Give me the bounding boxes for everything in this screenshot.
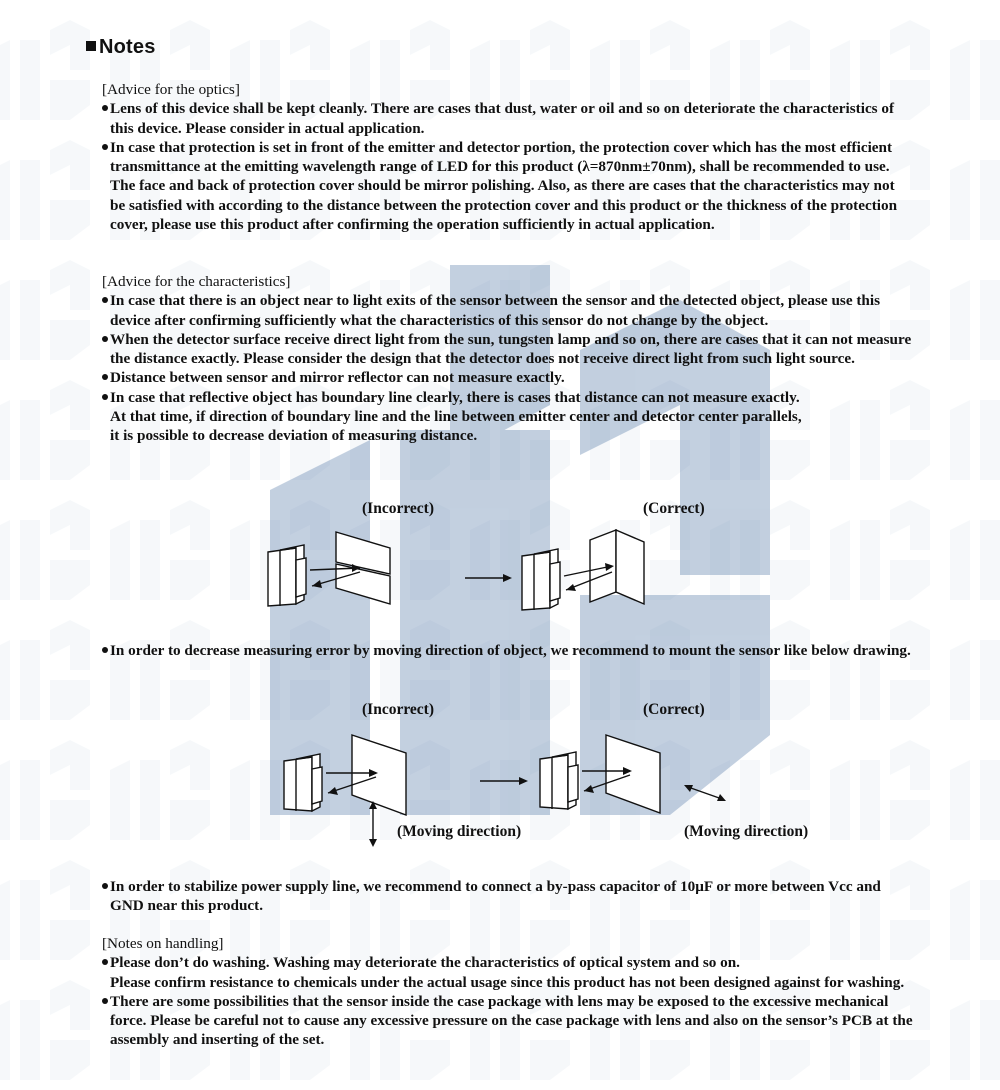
figure2-moving-direction-left: (Moving direction) [397, 823, 522, 840]
bullet-dot-icon [102, 297, 108, 303]
watermark-tile [940, 10, 1000, 130]
figure2-incorrect-sensor [284, 754, 322, 811]
page-title: Notes [86, 36, 156, 59]
bullet-dot-icon [102, 374, 108, 380]
watermark-tile [940, 610, 1000, 730]
optics-section [102, 80, 912, 234]
characteristics-bullet-4: In case that reflective object has boundary line clearly, there is cases that distance can not measure exactly. [102, 388, 912, 407]
characteristics-title: [Advice for the characteristics] [102, 273, 291, 290]
figure2-correct-label: (Correct) [643, 701, 705, 718]
watermark-tile [0, 370, 100, 490]
watermark-tile [0, 730, 100, 850]
watermark-tile [220, 610, 340, 730]
figure1-transition-arrow [465, 574, 512, 582]
watermark-tile [820, 610, 940, 730]
watermark-tile [0, 250, 100, 370]
watermark-tile [460, 610, 580, 730]
figure1-diagram [260, 520, 660, 620]
bullet-dot-icon [102, 998, 108, 1004]
moving-note [102, 641, 912, 660]
figure1-correct-sensor [522, 549, 560, 610]
bullet-dot-icon [102, 883, 108, 889]
characteristics-bullet-1: In case that there is an object near to light exits of the sensor between the sensor and the detected object, please use this device after confirming sufficiently what the characteristics of this sensor do not change by the object. [102, 291, 912, 330]
optics-title: [Advice for the optics] [102, 81, 240, 98]
bullet-dot-icon [102, 959, 108, 965]
figure1-incorrect-sensor [268, 545, 306, 606]
optics-bullet-2: In case that protection is set in front of the emitter and detector portion, the protection cover which has the most efficient transmittance at the emitting wavelength range of LED for this product (λ=870nm±70nm), shall be recommended to use. The face and back of protection cover should be mirror polishing. Also, as there are cases that the characteristics may not be satisfied with according to the distance between the protection cover and this product or the thickness of the protection cover, please use this product after confirming the operation sufficiently in actual application. [102, 138, 912, 234]
watermark-tile [940, 970, 1000, 1090]
watermark-tile [940, 850, 1000, 970]
watermark-tile [0, 850, 100, 970]
watermark-tile [0, 970, 100, 1090]
bullet-dot-icon [102, 144, 108, 150]
handling-bullet-1: Please don’t do washing. Washing may deteriorate the characteristics of optical system and so on. [102, 953, 914, 972]
watermark-tile [0, 10, 100, 130]
watermark-tile [100, 730, 220, 850]
figure1-correct-label: (Correct) [643, 500, 705, 517]
figure2-correct-moving-arrow [684, 785, 726, 801]
watermark-tile [940, 250, 1000, 370]
characteristics-bullet-3: Distance between sensor and mirror reflector can not measure exactly. [102, 368, 912, 387]
moving-note-bullet: In order to decrease measuring error by moving direction of object, we recommend to mount the sensor like below drawing. [102, 641, 912, 660]
watermark-tile [0, 610, 100, 730]
square-bullet-icon [86, 41, 96, 51]
handling-bullet-1-cont: Please confirm resistance to chemicals under the actual usage since this product has not been designed against for washing. [110, 973, 905, 991]
power-note-bullet: In order to stabilize power supply line, we recommend to connect a by-pass capacitor of 10μF or more between Vcc and GND near this product. [102, 877, 912, 916]
figure2-incorrect-moving-arrow [369, 801, 377, 847]
optics-bullet-1: Lens of this device shall be kept cleanly. There are cases that dust, water or oil and so on deteriorate the characteristics of this device. Please consider in actual application. [102, 99, 912, 138]
handling-section [102, 934, 914, 1050]
handling-bullet-2: There are some possibilities that the sensor inside the case package with lens may be exposed to the excessive mechanical force. Please be careful not to cause any excessive pressure on the case package with lens and also on the sensor’s PCB at the assembly and inserting of the set. [102, 992, 914, 1050]
figure2-moving-direction-right: (Moving direction) [684, 823, 809, 840]
power-note [102, 877, 912, 916]
figure2-incorrect-object [352, 735, 406, 815]
watermark-tile [100, 490, 220, 610]
watermark-tile [940, 130, 1000, 250]
watermark-tile [100, 610, 220, 730]
watermark-tile [0, 130, 100, 250]
figure2-correct-sensor [540, 752, 578, 809]
characteristics-bullet-2: When the detector surface receive direct light from the sun, tungsten lamp and so on, there are cases that it can not measure the distance exactly. Please consider the design that the detector does not receive direct light from such light source. [102, 330, 912, 369]
bullet-dot-icon [102, 394, 108, 400]
figure2-incorrect-label: (Incorrect) [362, 701, 435, 718]
bullet-dot-icon [102, 105, 108, 111]
watermark-tile [0, 490, 100, 610]
watermark-tile [700, 490, 820, 610]
watermark-tile [940, 730, 1000, 850]
watermark-tile [700, 610, 820, 730]
figure2-transition-arrow [480, 777, 528, 785]
figure2-correct-object [606, 735, 660, 813]
watermark-tile [940, 490, 1000, 610]
handling-title: [Notes on handling] [102, 935, 224, 952]
watermark-tile [820, 730, 940, 850]
characteristics-bullet-4-cont-2: it is possible to decrease deviation of measuring distance. [110, 427, 478, 445]
watermark-tile [820, 490, 940, 610]
figure1-incorrect-label: (Incorrect) [362, 500, 435, 517]
figure1-correct-object [590, 530, 644, 604]
bullet-dot-icon [102, 336, 108, 342]
characteristics-bullet-4-cont-1: At that time, if direction of boundary line and the line between emitter center and detector center parallels, [110, 408, 802, 426]
characteristics-section [102, 272, 912, 446]
watermark-tile [940, 370, 1000, 490]
bullet-dot-icon [102, 647, 108, 653]
